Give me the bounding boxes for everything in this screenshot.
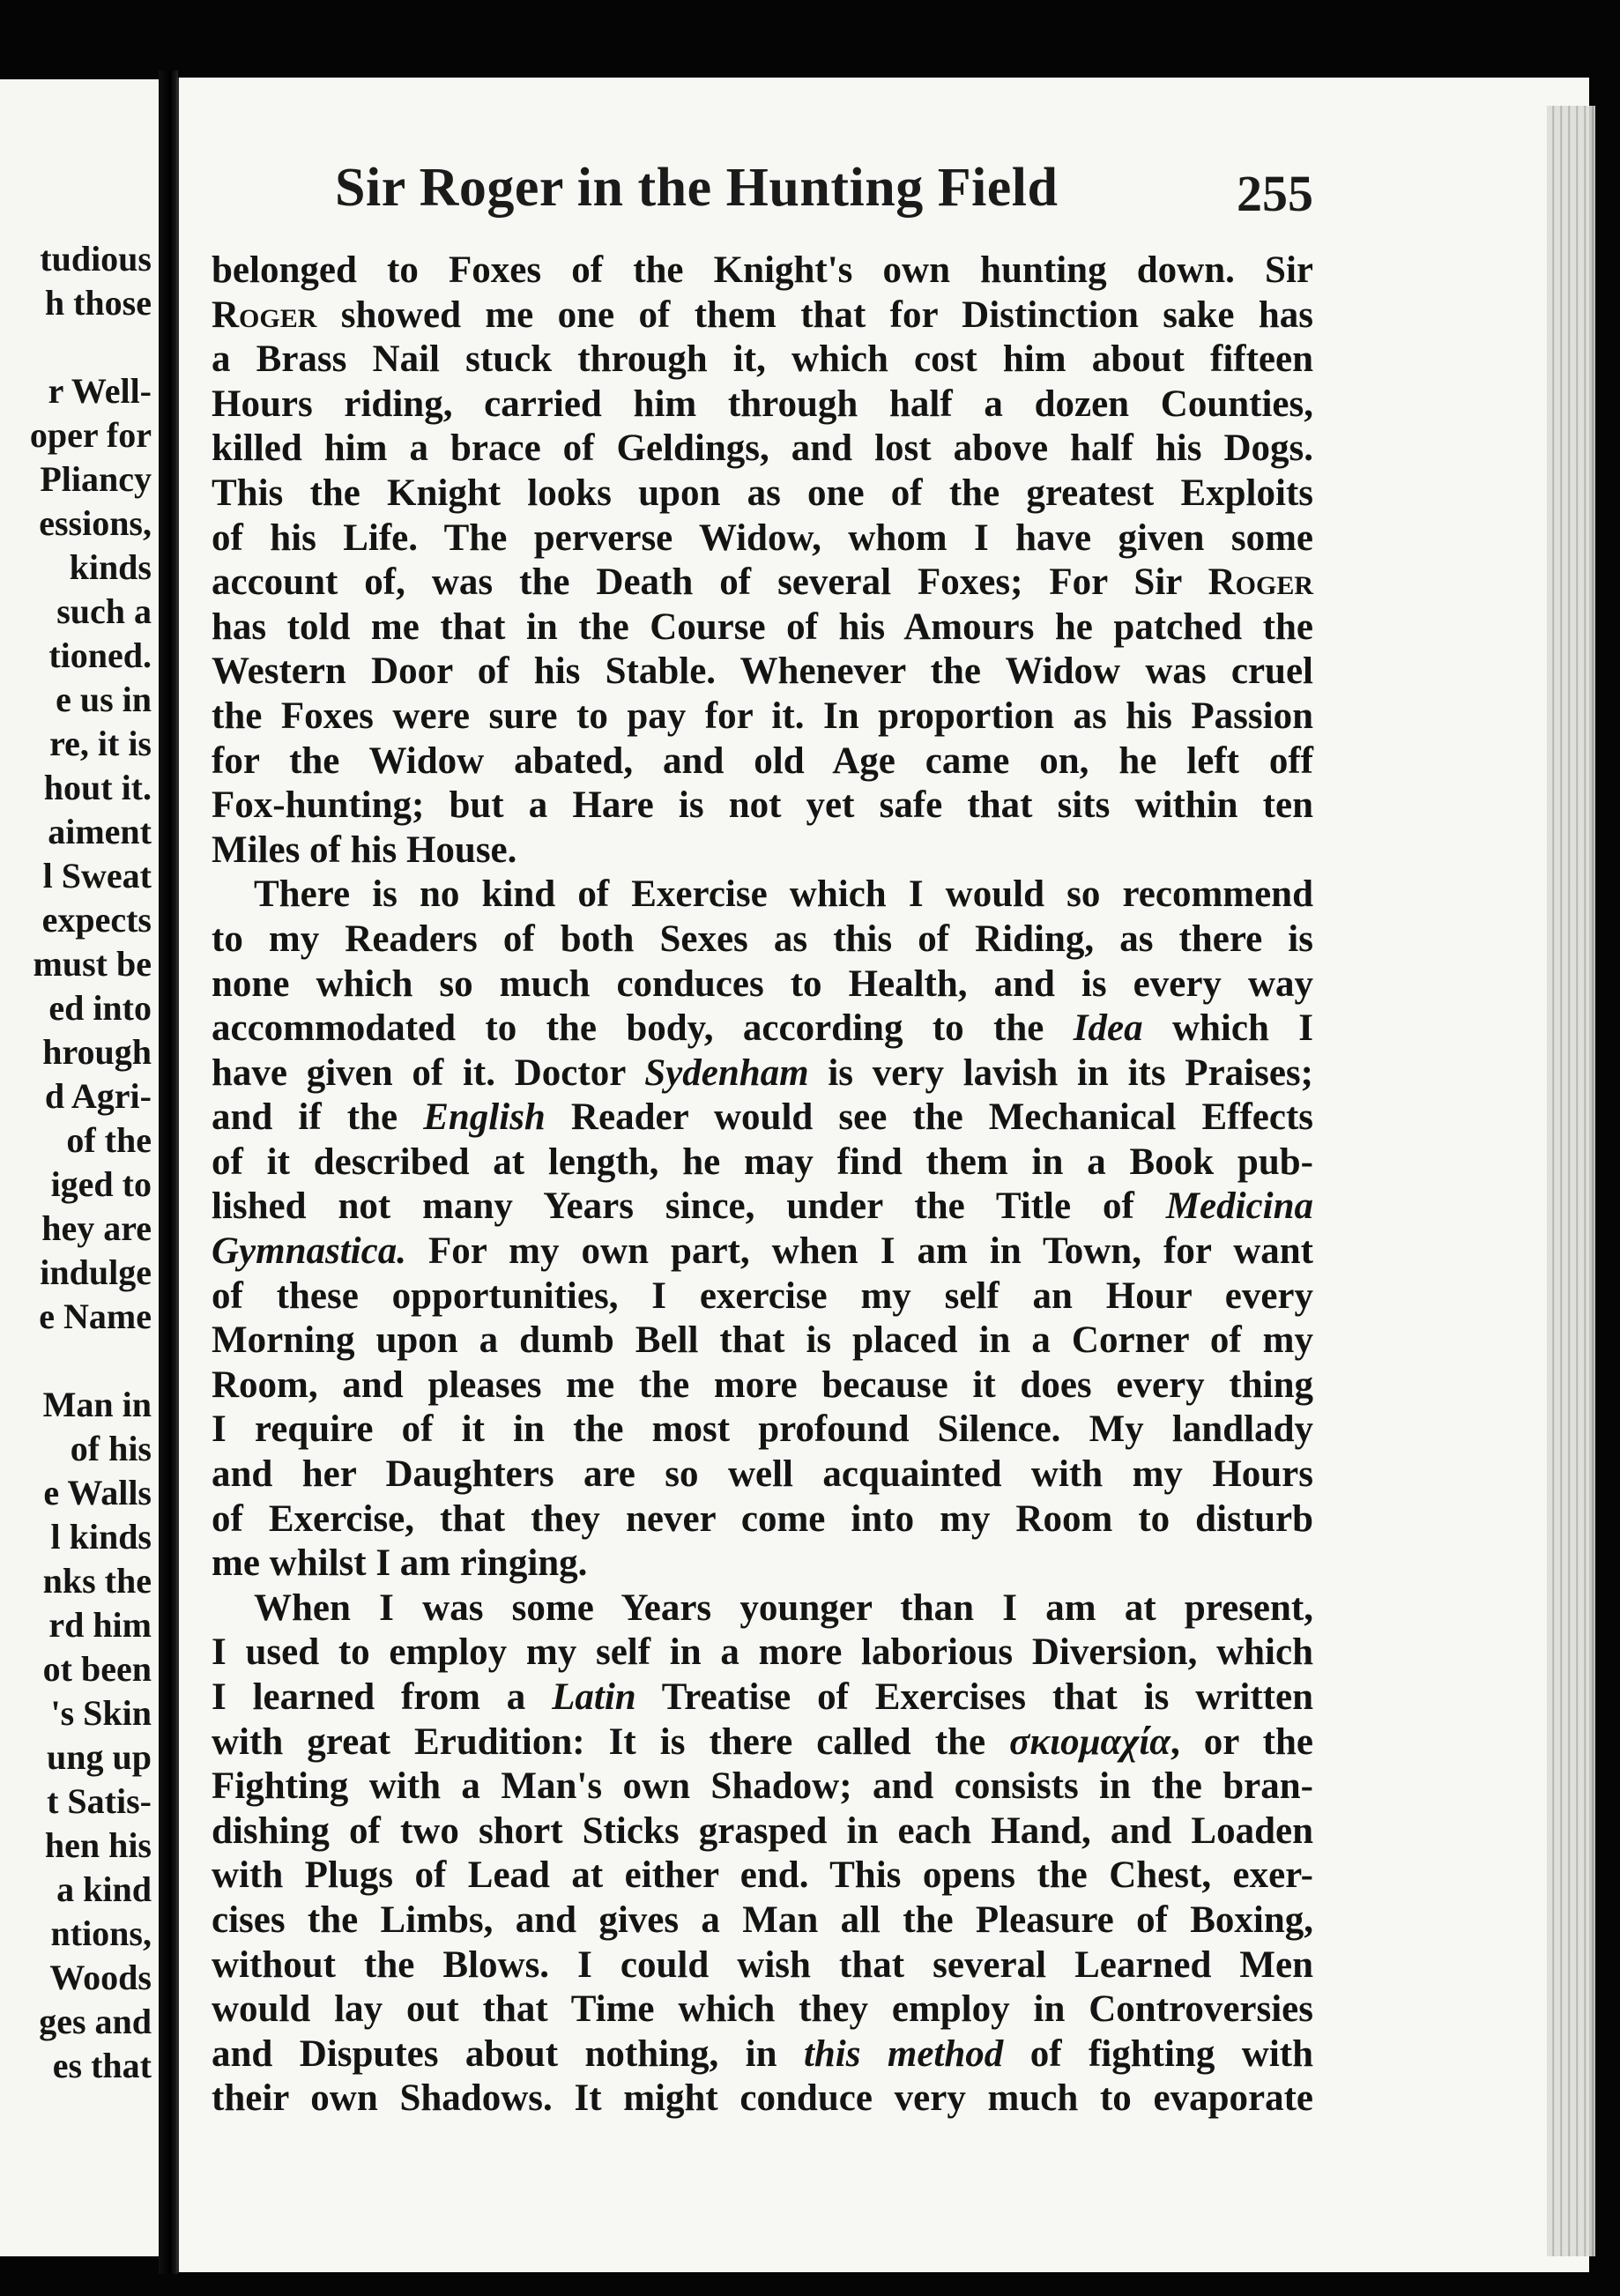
book-gutter	[159, 71, 178, 2274]
facing-page-line: a kind	[56, 1869, 152, 1909]
text-segment: of Exercise, that they never come into my Room to disturb	[212, 1497, 1313, 1540]
text-segment: with great Erudition: It is there called the	[212, 1720, 1010, 1763]
facing-page-line: indulge	[40, 1252, 152, 1292]
page-body-text	[212, 249, 1313, 2121]
text-segment: lished not many Years since, under the Title of	[212, 1185, 1166, 1228]
text-segment: Hours riding, carried him through half a dozen Counties,	[212, 383, 1313, 425]
facing-page-line: e Name	[39, 1297, 152, 1336]
running-title: Sir Roger in the Hunting Field	[335, 158, 1059, 218]
text-segment: for the Widow abated, and old Age came on, he left off	[212, 739, 1313, 782]
text-line	[212, 695, 1313, 739]
italic-phrase: σκιομαχία	[1009, 1720, 1170, 1763]
text-segment: Morning upon a dumb Bell that is placed in a Corner of my	[212, 1319, 1313, 1362]
text-segment: belonged to Foxes of the Knight's own hunting down. Sir	[212, 249, 1313, 291]
facing-page-line: r Well-	[48, 371, 152, 411]
text-segment: to my Readers of both Sexes as this of Riding, as there is	[212, 918, 1313, 960]
text-segment: This the Knight looks upon as one of the greatest Exploits	[212, 472, 1313, 514]
text-segment: When I was some Years younger than I am at present,	[254, 1586, 1313, 1629]
text-line	[212, 1809, 1313, 1854]
text-segment: and Disputes about nothing, in	[212, 2032, 804, 2075]
text-segment: me whilst I am ringing.	[212, 1542, 588, 1585]
facing-page-line: l Sweat	[42, 856, 152, 895]
facing-page-line: ntions,	[50, 1913, 152, 1953]
text-segment: I used to employ my self in a more laborious Diversion, which	[212, 1631, 1313, 1674]
text-segment: Treatise of Exercises that is written	[635, 1676, 1313, 1718]
facing-page-line: kinds	[69, 547, 152, 587]
text-line	[212, 472, 1313, 516]
text-segment: killed him a brace of Geldings, and lost above half his Dogs.	[212, 427, 1313, 470]
italic-phrase: this method	[803, 2032, 1004, 2075]
text-segment: account of, was the Death of several Foxes; For Sir	[212, 561, 1208, 604]
facing-page-line: Pliancy	[40, 459, 152, 499]
text-line	[212, 1453, 1313, 1497]
facing-page-line: t Satis-	[47, 1781, 152, 1821]
facing-page-line: hout it.	[43, 768, 152, 807]
facing-page-line: re, it is	[49, 724, 152, 763]
facing-page-line: Man in	[42, 1385, 152, 1424]
facing-page-line: ed into	[48, 988, 152, 1028]
text-segment: accommodated to the body, according to the	[212, 1007, 1074, 1050]
facing-page-line: expects	[41, 900, 152, 940]
text-segment: with Plugs of Lead at either end. This opens the Chest, exer-	[212, 1854, 1313, 1897]
text-line	[212, 1988, 1313, 2032]
text-line	[212, 249, 1313, 294]
text-line	[212, 561, 1313, 606]
small-caps-word: Roger	[212, 294, 317, 336]
text-segment: would lay out that Time which they employ in Controversies	[212, 1988, 1313, 2031]
facing-page-line: rd him	[48, 1605, 152, 1645]
text-segment: of his Life. The perverse Widow, whom I have given some	[212, 516, 1313, 559]
italic-phrase: Latin	[552, 1676, 636, 1718]
text-line	[212, 1586, 1313, 1631]
text-line	[212, 962, 1313, 1007]
italic-phrase: English	[423, 1096, 546, 1139]
facing-page-line: of the	[66, 1120, 152, 1160]
text-line	[212, 650, 1313, 695]
facing-page-line: iged to	[50, 1164, 152, 1204]
text-segment: I require of it in the most profound Silence. My landlady	[212, 1408, 1313, 1451]
text-line	[212, 1408, 1313, 1453]
text-segment: has told me that in the Course of his Amours he patched the	[212, 606, 1313, 648]
text-line	[212, 1185, 1313, 1230]
text-line	[212, 1631, 1313, 1676]
text-segment: , or the	[1170, 1720, 1313, 1763]
text-line	[212, 2032, 1313, 2077]
text-segment: which I	[1142, 1007, 1313, 1050]
text-line	[212, 1720, 1313, 1765]
text-segment: have given of it. Doctor	[212, 1051, 645, 1094]
text-segment: Western Door of his Stable. Whenever the Widow was cruel	[212, 650, 1313, 693]
text-line	[212, 1542, 1313, 1586]
text-line	[212, 1497, 1313, 1542]
text-segment: of fighting with	[1003, 2032, 1314, 2075]
text-line	[212, 1363, 1313, 1408]
running-header	[335, 157, 1313, 227]
text-segment: Fighting with a Man's own Shadow; and consists in the bran-	[212, 1765, 1313, 1808]
facing-page-line: es that	[52, 2046, 152, 2085]
text-line	[212, 1765, 1313, 1809]
text-line	[212, 1319, 1313, 1363]
text-segment: Room, and pleases me the more because it does every thing	[212, 1363, 1313, 1406]
italic-phrase: Idea	[1073, 1007, 1143, 1050]
text-segment: showed me one of them that for Distinction sake has	[316, 294, 1313, 336]
facing-page-line: ot been	[42, 1649, 152, 1689]
facing-page-line: l kinds	[50, 1517, 152, 1557]
text-line	[212, 1051, 1313, 1096]
text-segment: Reader would see the Mechanical Effects	[545, 1096, 1314, 1139]
page-edges	[1547, 106, 1595, 2256]
text-segment: and if the	[212, 1096, 424, 1139]
italic-phrase: Sydenham	[644, 1051, 809, 1094]
facing-page-line: such a	[56, 591, 152, 631]
italic-phrase: Medicina	[1165, 1185, 1313, 1228]
facing-page-line: must be	[33, 944, 152, 984]
text-line	[212, 383, 1313, 427]
text-line	[212, 294, 1313, 338]
facing-page-line: e us in	[56, 680, 152, 719]
facing-page-line: ung up	[47, 1737, 152, 1777]
facing-page	[0, 79, 159, 2256]
facing-page-line: oper for	[29, 415, 152, 455]
text-line	[212, 739, 1313, 784]
text-line	[212, 606, 1313, 650]
text-segment: is very lavish in its Praises;	[808, 1051, 1313, 1094]
text-segment: Miles of his House.	[212, 828, 517, 871]
page-number: 255	[1237, 165, 1313, 222]
text-segment: of these opportunities, I exercise my self an Hour every	[212, 1274, 1313, 1317]
text-line	[212, 2077, 1313, 2121]
text-line	[212, 873, 1313, 918]
facing-page-line: e Walls	[43, 1473, 152, 1512]
text-line	[212, 516, 1313, 561]
text-segment: cises the Limbs, and gives a Man all the Pleasure of Boxing,	[212, 1898, 1313, 1941]
text-segment: For my own part, when I am in Town, for want	[405, 1230, 1313, 1273]
text-line	[212, 1898, 1313, 1943]
facing-page-line: Woods	[49, 1958, 152, 1997]
text-segment: a Brass Nail stuck through it, which cost him about fifteen	[212, 338, 1313, 381]
text-segment: none which so much conduces to Health, and is every way	[212, 962, 1313, 1005]
text-line	[212, 784, 1313, 828]
facing-page-line: hey are	[41, 1208, 152, 1248]
facing-page-line: nks the	[42, 1561, 152, 1601]
facing-page-line: aiment	[48, 812, 152, 851]
facing-page-line: hrough	[42, 1032, 152, 1072]
text-line	[212, 1274, 1313, 1319]
facing-page-line: ges and	[39, 2002, 152, 2041]
text-line	[212, 1096, 1313, 1141]
text-segment: I learned from a	[212, 1676, 553, 1718]
text-line	[212, 1007, 1313, 1051]
text-segment: and her Daughters are so well acquainted with my Hours	[212, 1453, 1313, 1496]
small-caps-word: Roger	[1208, 561, 1313, 604]
facing-page-line: tudious	[40, 239, 152, 279]
text-segment: dishing of two short Sticks grasped in each Hand, and Loaden	[212, 1809, 1313, 1852]
text-line	[212, 338, 1313, 383]
text-line	[212, 918, 1313, 962]
text-segment: without the Blows. I could wish that several Learned Men	[212, 1943, 1313, 1986]
facing-page-line: d Agri-	[44, 1076, 152, 1116]
text-segment: the Foxes were sure to pay for it. In proportion as his Passion	[212, 695, 1313, 737]
facing-page-line: tioned.	[48, 635, 152, 675]
text-line	[212, 1943, 1313, 1988]
text-segment: of it described at length, he may find them in a Book pub-	[212, 1141, 1313, 1183]
facing-page-line: hen his	[44, 1825, 152, 1865]
text-line	[212, 427, 1313, 472]
facing-page-line: 's Skin	[50, 1693, 152, 1733]
text-line	[212, 1854, 1313, 1898]
text-segment: their own Shadows. It might conduce very much to evaporate	[212, 2077, 1313, 2120]
facing-page-line: of his	[70, 1429, 152, 1468]
facing-page-line: h those	[44, 283, 152, 323]
text-segment: There is no kind of Exercise which I would so recommend	[254, 873, 1313, 916]
text-line	[212, 1676, 1313, 1720]
italic-phrase: Gymnastica.	[212, 1230, 406, 1273]
text-line	[212, 1230, 1313, 1274]
text-line	[212, 1141, 1313, 1185]
text-segment: Fox-hunting; but a Hare is not yet safe that sits within ten	[212, 784, 1313, 827]
text-line	[212, 828, 1313, 873]
facing-page-line: essions,	[39, 503, 152, 543]
